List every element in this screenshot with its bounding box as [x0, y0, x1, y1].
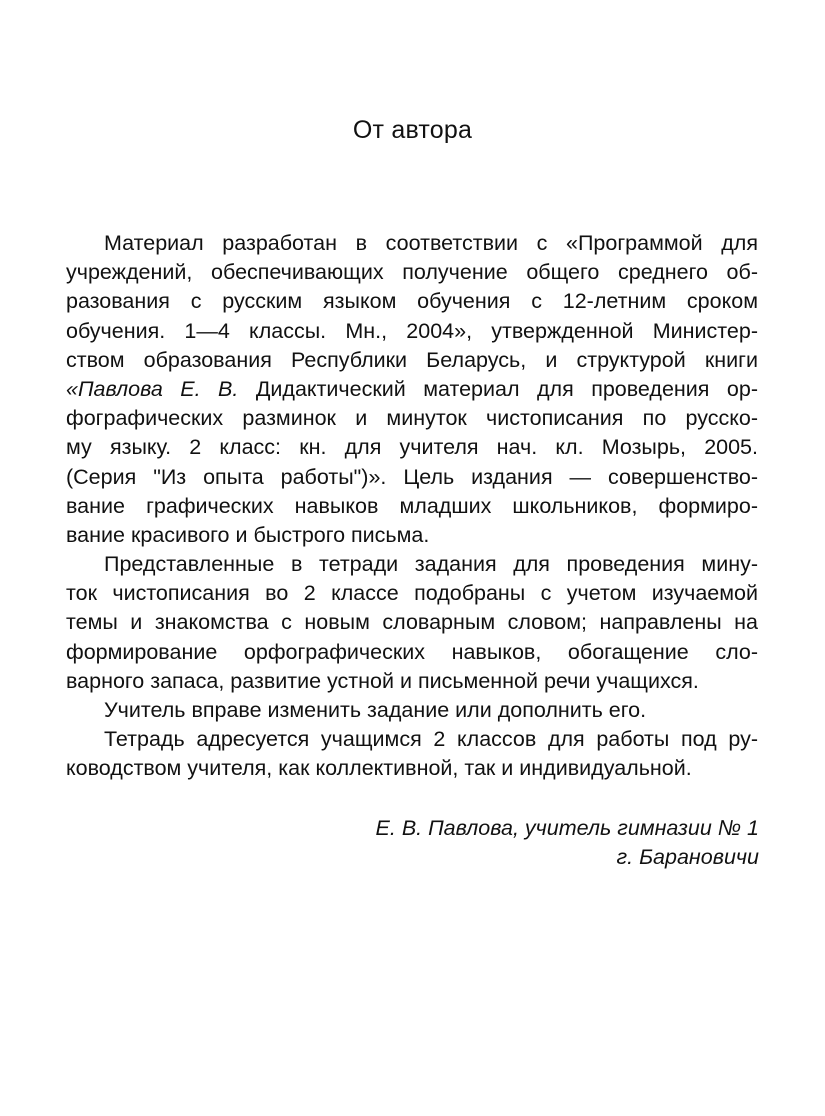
book-author-italic: «Павлова Е. В. [66, 376, 239, 401]
book-title-text: Дидактический материал для проведения ор- [255, 376, 758, 401]
paragraph-line: Материал разработан в соответствии с «Программой для [104, 231, 758, 255]
paragraph-line: (Серия "Из опыта работы")». Цель издания — совершенство- [66, 464, 758, 489]
paragraph-line: ток чистописания во 2 классе подобраны с учетом изучаемой [66, 581, 758, 606]
paragraph-line: му языку. 2 класс: кн. для учителя нач. кл. Мозырь, 2005. [66, 435, 758, 460]
paragraph-line: разования с русским языком обучения с 12-летним сроком [66, 289, 758, 314]
paragraph-line: обучения. 1—4 классы. Мн., 2004», утвержденной Министер- [66, 318, 758, 343]
paragraph-line-mixed [66, 375, 758, 404]
paragraph-line: варного запаса, развитие устной и письменной речи учащихся. [66, 668, 699, 693]
paragraph-line: Представленные в тетради задания для проведения мину- [104, 552, 758, 577]
signature-name: Е. В. Павлова, учитель гимназии № 1 [375, 816, 759, 840]
paragraph-line: фографических разминок и минуток чистописания по русско- [66, 406, 758, 431]
page-title: От автора [352, 116, 473, 144]
author-signature [376, 814, 759, 872]
signature-city: г. Барановичи [616, 845, 759, 869]
paragraph-line: темы и знакомства с новым словарным словом; направлены на [66, 610, 758, 635]
paragraph-line: ководством учителя, как коллективной, так и индивидуальной. [66, 756, 692, 781]
paragraph-line: вание красивого и быстрого письма. [66, 522, 430, 547]
paragraph-line: Учитель вправе изменить задание или дополнить его. [104, 698, 647, 722]
paragraph-line: Тетрадь адресуется учащимся 2 классов для работы под ру- [104, 727, 758, 752]
paragraph-line: ством образования Республики Беларусь, и структурой книги [66, 347, 758, 372]
paragraph-line: учреждений, обеспечивающих получение общего среднего об- [66, 260, 758, 285]
paragraph-line: вание графических навыков младших школьников, формиро- [66, 493, 758, 518]
paragraph-line: формирование орфографических навыков, обогащение сло- [66, 639, 758, 664]
body-text [66, 229, 758, 784]
